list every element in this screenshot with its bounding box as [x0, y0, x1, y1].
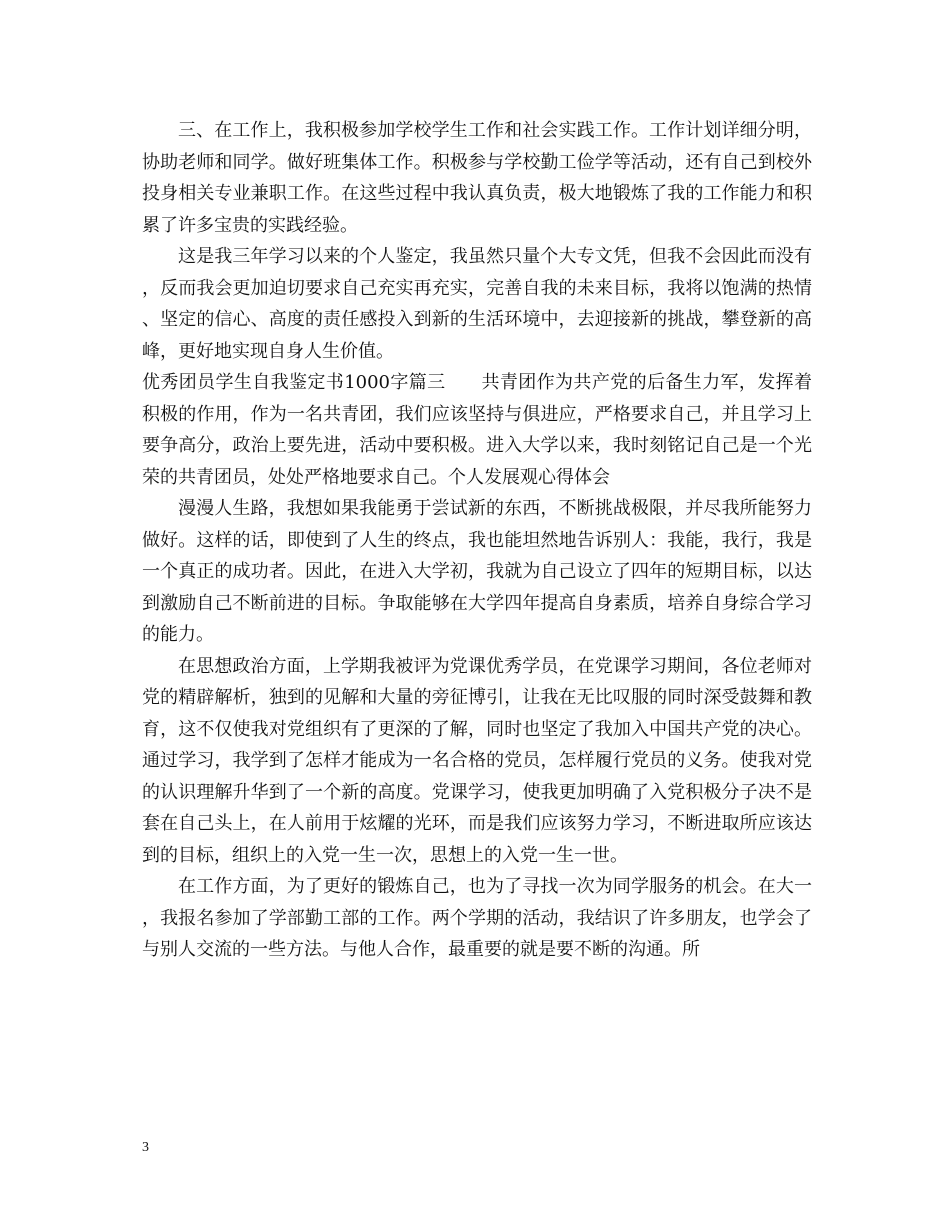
- section-heading: 优秀团员学生自我鉴定书1000字篇三: [142, 372, 446, 393]
- paragraph-political: 在思想政治方面，上学期我被评为党课优秀学员，在党课学习期间，各位老师对党的精辟解析，独到的见解和大量的旁征博引，让我在无比叹服的同时深受鼓舞和教育，这不仅使我对党组织有了更深的了解，同时也坚定了我加入中国共产党的决心。通过学习，我学到了怎样才能成为一名合格的党员，怎样履行党员的义务。使我对党的认识理解升华到了一个新的高度。党课学习，使我更加明确了入党积极分子决不是套在自己头上，在人前用于炫耀的光环，而是我们应该努力学习，不断进取所应该达到的目标，组织上的入党一生一次，思想上的入党一生一世。: [142, 655, 812, 866]
- section-intro: 共青团作为共产党的后备生力军，发挥着积极的作用，作为一名共青团，我们应该坚持与俱进应，严格要求自己，并且学习上要争高分，政治上要先进，活动中要积极。进入大学以来，我时刻铭记自己是一个光荣的共青团员，处处严格地要求自己。个人发展观心得体会: [142, 372, 813, 488]
- section-heading-paragraph: [142, 367, 812, 493]
- paragraph-self-assessment: 这是我三年学习以来的个人鉴定，我虽然只量个大专文凭，但我不会因此而没有，反而我会更加迫切要求自己充实再充实，完善自我的未来目标，我将以饱满的热情、坚定的信心、高度的责任感投入到新的生活环境中，去迎接新的挑战，攀登新的高峰，更好地实现自身人生价值。: [142, 246, 812, 362]
- document-body: [142, 115, 812, 966]
- paragraph-work: 三、在工作上，我积极参加学校学生工作和社会实践工作。工作计划详细分明，协助老师和同学。做好班集体工作。积极参与学校勤工俭学等活动，还有自己到校外投身相关专业兼职工作。在这些过程中我认真负责，极大地锻炼了我的工作能力和积累了许多宝贵的实践经验。: [142, 120, 812, 236]
- page-number: 3: [142, 1140, 149, 1155]
- paragraph-life-road: 漫漫人生路，我想如果我能勇于尝试新的东西，不断挑战极限，并尽我所能努力做好。这样的话，即使到了人生的终点，我也能坦然地告诉别人：我能，我行，我是一个真正的成功者。因此，在进入大学初，我就为自己设立了四年的短期目标，以达到激励自己不断前进的目标。争取能够在大学四年提高自身素质，培养自身综合学习的能力。: [142, 498, 812, 645]
- paragraph-work-aspect: 在工作方面，为了更好的锻炼自己，也为了寻找一次为同学服务的机会。在大一，我报名参加了学部勤工部的工作。两个学期的活动，我结识了许多朋友，也学会了与别人交流的一些方法。与他人合作，最重要的就是要不断的沟通。所: [142, 876, 812, 960]
